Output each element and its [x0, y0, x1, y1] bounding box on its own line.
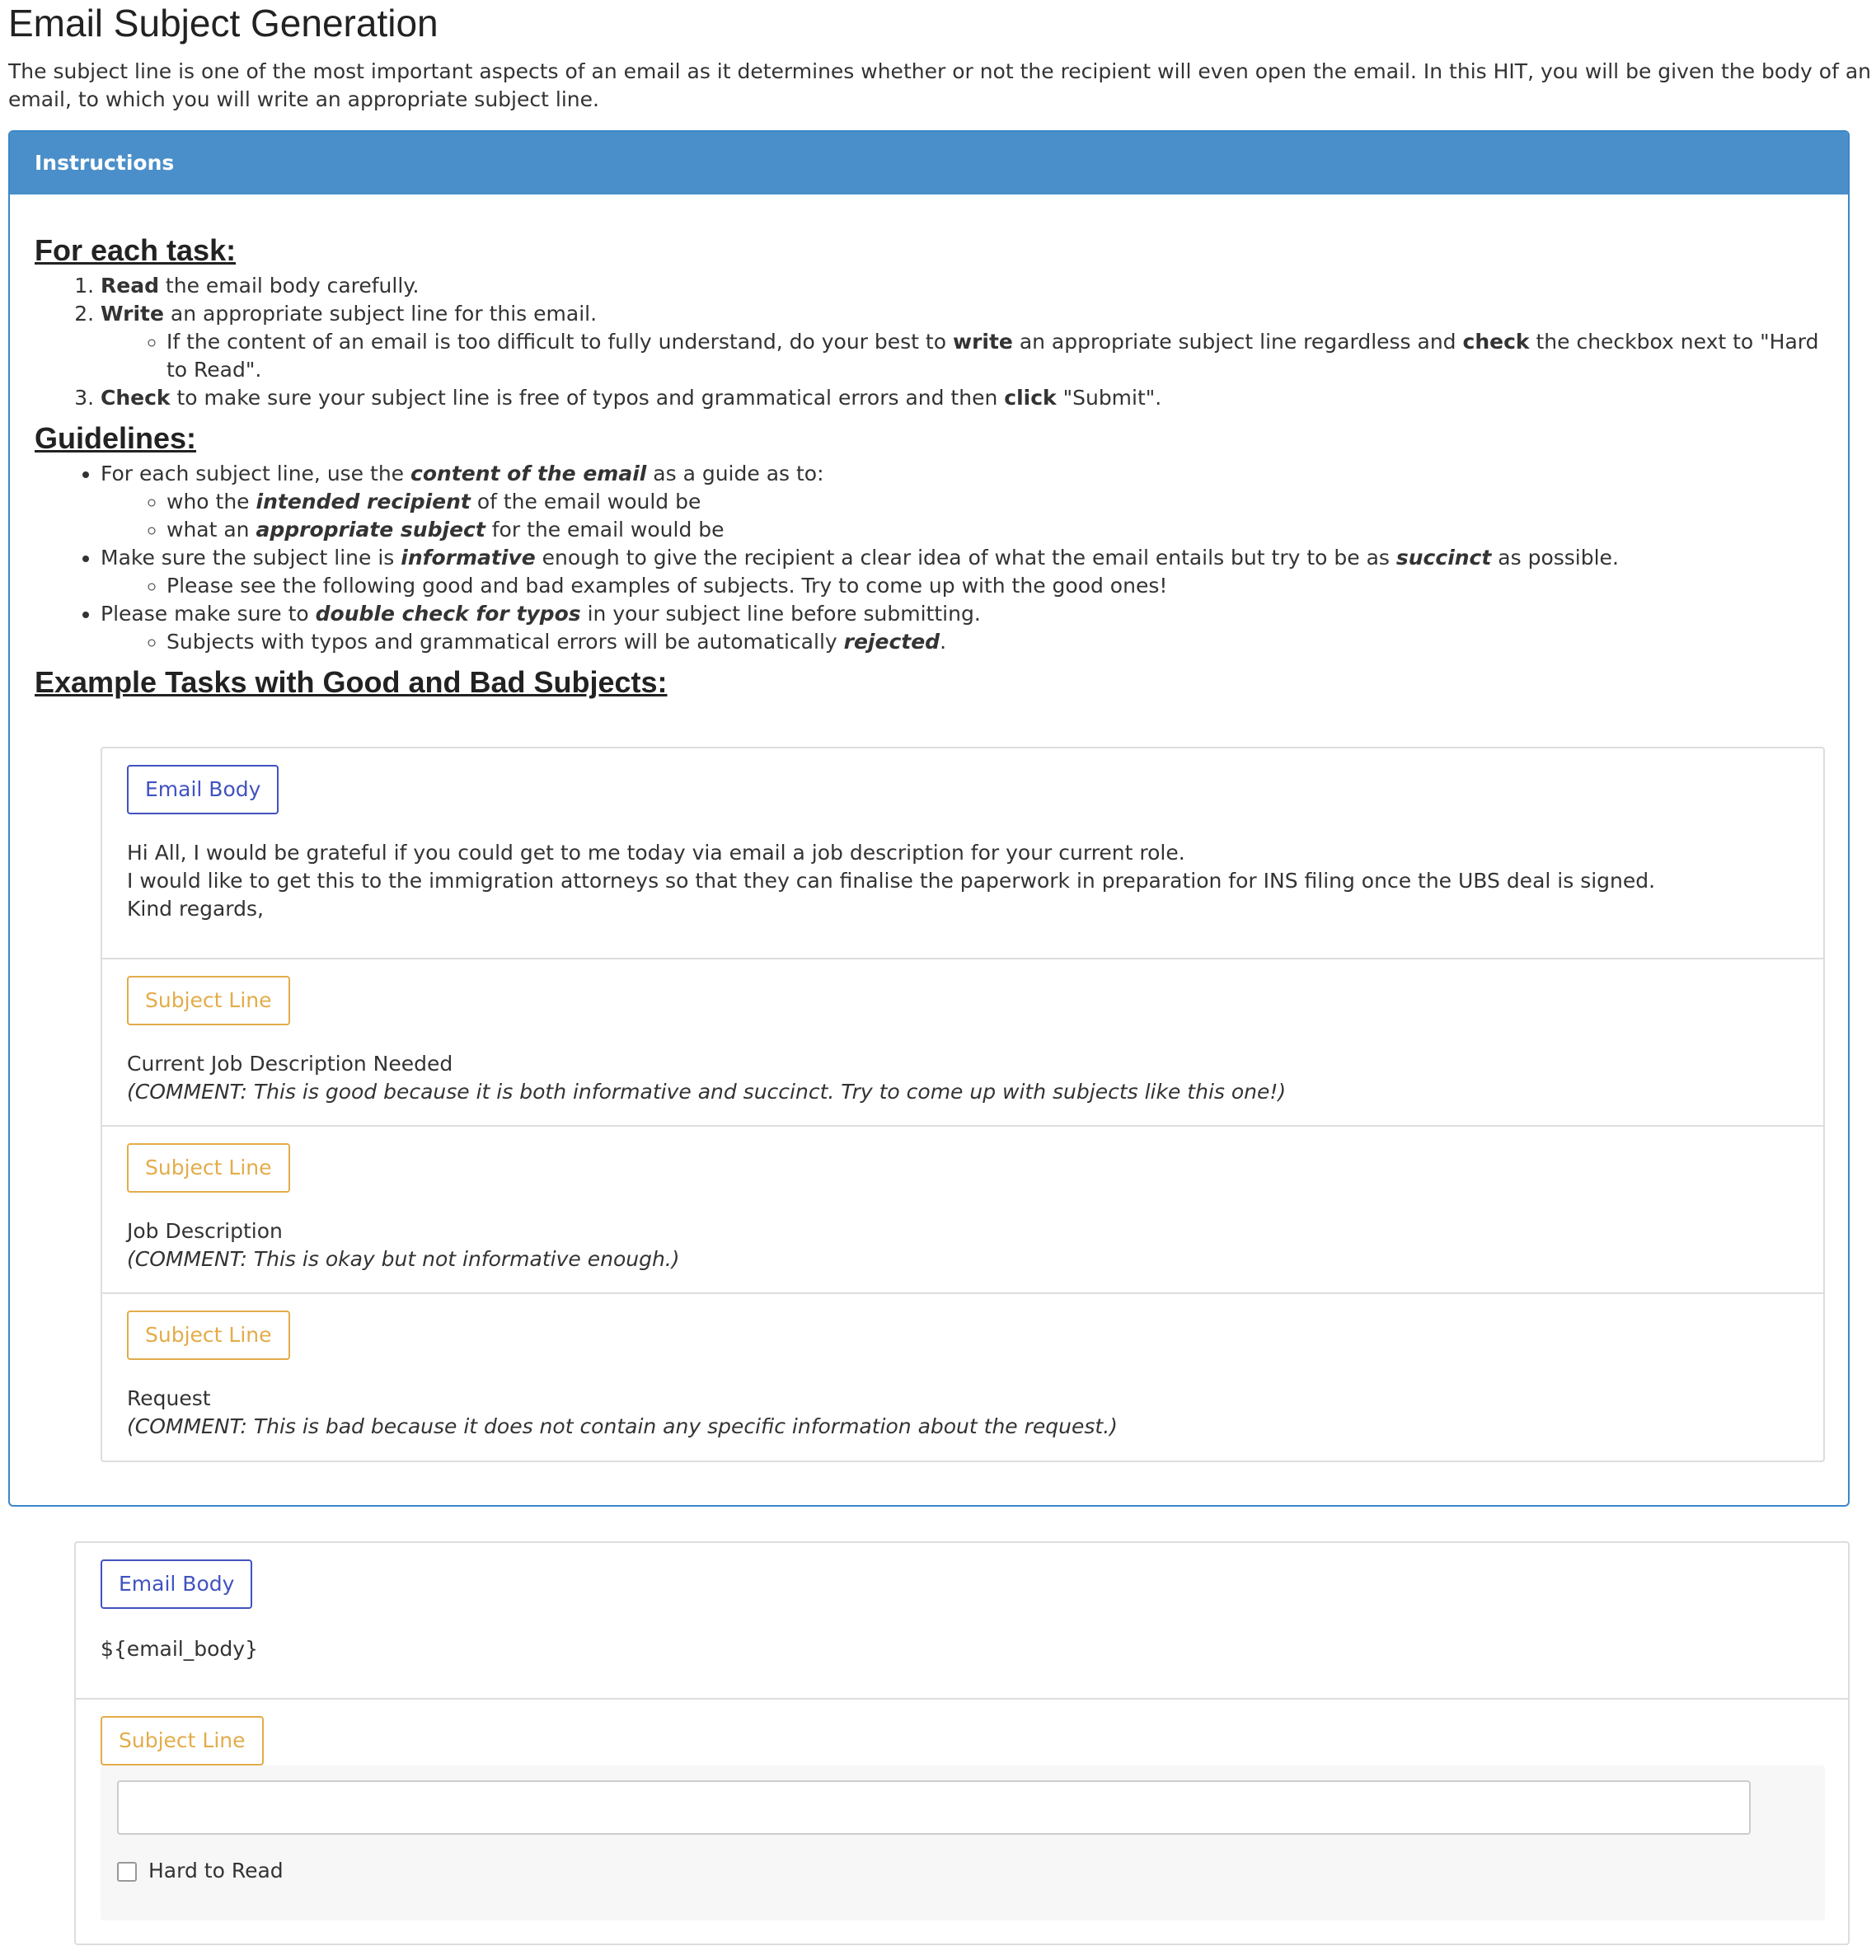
steps-list: [35, 272, 1823, 412]
step-write: 2. Write an appropriate subject line for this email. ◦ If the content of an email is too difficult to fully understand, do your best to write an appropriate subject line regardless and check the checkbox next to "Hard to Read".: [101, 300, 1823, 384]
guidelines-title: Guidelines:: [35, 421, 197, 455]
step-check: 3. Check to make sure your subject line is free of typos and grammatical errors and then click "Submit".: [101, 384, 1823, 412]
guidelines-list: [35, 460, 1823, 656]
hard-to-read-row[interactable]: [117, 1854, 284, 1887]
task-email-section: [76, 1543, 1848, 1700]
task-email-body: ${email_body}: [101, 1637, 258, 1661]
guideline-examples-note: ◦ Please see the following good and bad examples of subjects. Try to come up with the good ones!: [166, 572, 1823, 600]
subject-text: Request: [127, 1386, 211, 1410]
task-box: [74, 1541, 1850, 1945]
subject-line-tag: Subject Line: [127, 1143, 290, 1193]
guideline-subject: ◦ what an appropriate subject for the email would be: [166, 516, 1823, 544]
instructions-panel: [8, 130, 1850, 1507]
subject-text: Job Description: [127, 1219, 283, 1243]
example-subject-okay: [102, 1127, 1823, 1294]
page-title: Email Subject Generation: [8, 2, 439, 45]
instructions-body: [10, 195, 1848, 701]
example-subject-good: [102, 959, 1823, 1127]
for-each-task-title: For each task:: [35, 233, 237, 267]
guideline-content: • For each subject line, use the content of the email as a guide as to: ◦ who the intended recipient of the email would be ◦ what an appropriate subject for the email would be: [101, 460, 1823, 544]
subject-text: Current Job Description Needed: [127, 1052, 453, 1076]
examples-title: Example Tasks with Good and Bad Subjects:: [35, 665, 668, 699]
subject-line-tag: Subject Line: [127, 1311, 290, 1360]
subject-line-tag: Subject Line: [101, 1716, 264, 1765]
example-email-body: Hi All, I would be grateful if you could get to me today via email a job description for your current role. I would like to get this to the immigration attorneys so that they can finalise the paperwork in preparation for INS filing once the UBS deal is signed. Kind regards,: [127, 841, 1656, 921]
step-write-note: ◦ If the content of an email is too difficult to fully understand, do your best to write an appropriate subject line regardless and check the checkbox next to "Hard to Read".: [166, 328, 1823, 384]
guideline-recipient: ◦ who the intended recipient of the email would be: [166, 488, 1823, 516]
email-body-tag: Email Body: [101, 1559, 252, 1609]
step-read: 1. Read the email body carefully.: [101, 272, 1823, 300]
instructions-heading[interactable]: Instructions: [10, 132, 1848, 195]
subject-input-well: [101, 1765, 1825, 1920]
subject-input[interactable]: [117, 1780, 1751, 1835]
subject-comment: (COMMENT: This is okay but not informative enough.): [127, 1247, 680, 1271]
subject-line-tag: Subject Line: [127, 976, 290, 1025]
example-box: [101, 747, 1825, 1462]
intro-text: The subject line is one of the most important aspects of an email as it determines whether or not the recipient will even open the email. In this HIT, you will be given the body of an email, to which you will write an appropriate subject line.: [8, 59, 1872, 111]
example-email-section: [102, 748, 1823, 959]
hard-to-read-checkbox[interactable]: [117, 1862, 137, 1882]
guideline-typos: • Please make sure to double check for typos in your subject line before submitting. ◦ Subjects with typos and grammatical errors will be automatically rejected.: [101, 600, 1823, 656]
example-subject-bad: [102, 1294, 1823, 1461]
subject-comment: (COMMENT: This is bad because it does not contain any specific information about the request.): [127, 1414, 1118, 1438]
guideline-rejected: ◦ Subjects with typos and grammatical errors will be automatically rejected.: [166, 628, 1823, 656]
hard-to-read-label[interactable]: Hard to Read: [148, 1859, 284, 1883]
email-body-tag: Email Body: [127, 765, 279, 814]
guideline-informative: • Make sure the subject line is informative enough to give the recipient a clear idea of what the email entails but try to be as succinct as possible. ◦ Please see the following good and bad examples of subjects. Try to come up with the good ones!: [101, 544, 1823, 600]
subject-comment: (COMMENT: This is good because it is both informative and succinct. Try to come up with subjects like this one!): [127, 1080, 1287, 1104]
